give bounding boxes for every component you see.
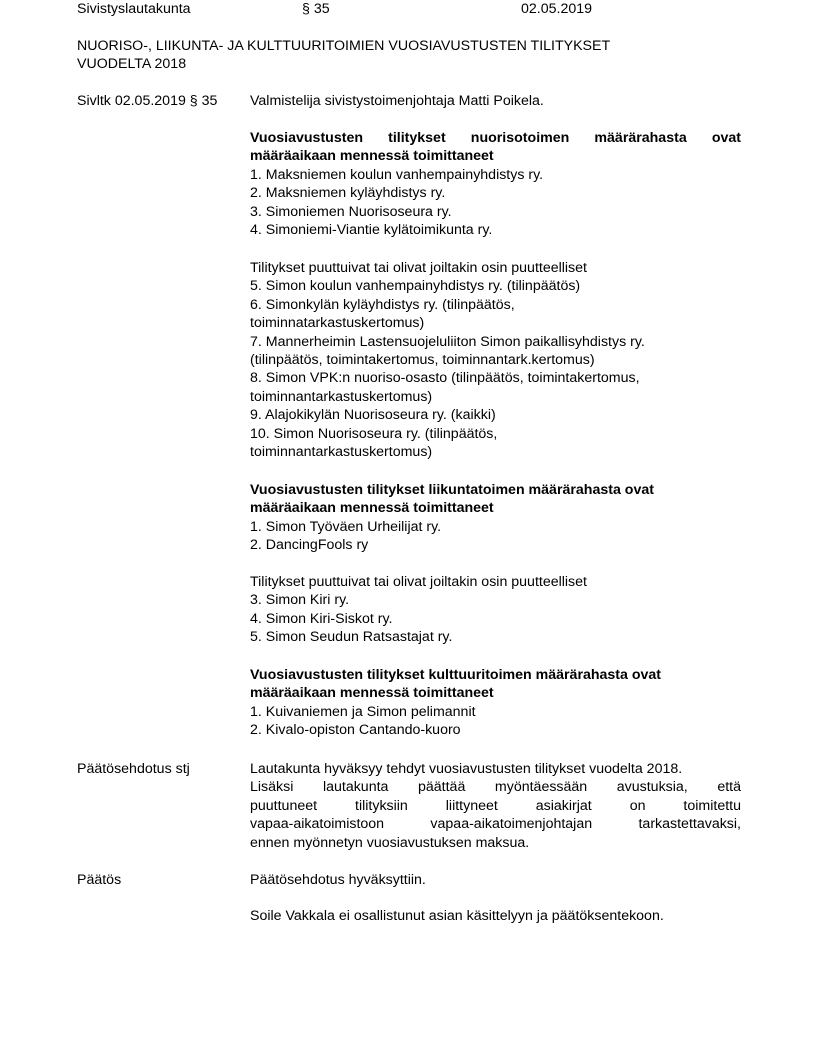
proposal-line: Lautakunta hyväksyy tehdyt vuosiavustusten tilitykset vuodelta 2018. [250, 761, 683, 777]
youth-missing-section [250, 259, 741, 461]
sports-heading-line-1: Vuosiavustusten tilitykset liikuntatoimen määrärahasta ovat [250, 482, 654, 498]
list-item: 2. Kivalo-opiston Cantando-kuoro [250, 722, 461, 739]
youth-section [250, 129, 741, 239]
list-item: 5. Simon Seudun Ratsastajat ry. [250, 629, 453, 646]
list-item: 9. Alajokikylän Nuorisoseura ry. (kaikki) [250, 407, 496, 424]
title-line-1: NUORISO-, LIIKUNTA- JA KULTTUURITOIMIEN VUOSIAVUSTUSTEN TILITYKSET [77, 38, 611, 54]
youth-heading-line-2: määräaikaan mennessä toimittaneet [250, 148, 494, 165]
list-item: 2. Maksniemen kyläyhdistys ry. [250, 185, 446, 202]
culture-section [250, 666, 741, 740]
list-item: 1. Maksniemen koulun vanhempainyhdistys ry. [250, 166, 544, 183]
list-item: 6. Simonkylän kyläyhdistys ry. (tilinpäätös, [250, 296, 515, 313]
list-item: 3. Simoniemen Nuorisoseura ry. [250, 203, 452, 220]
culture-heading-line-2: määräaikaan mennessä toimittaneet [250, 685, 494, 702]
title-line-2: VUODELTA 2018 [77, 56, 187, 73]
list-item: 4. Simon Kiri-Siskot ry. [250, 610, 393, 627]
decision-text: Päätösehdotus hyväksyttiin. [250, 872, 426, 888]
proposal-line: vapaa-aikatoimistoon vapaa-aikatoimenjohtajan tarkastettavaksi, [250, 816, 741, 833]
list-item: 4. Simoniemi-Viantie kylätoimikunta ry. [250, 222, 493, 239]
list-item: 1. Kuivaniemen ja Simon pelimannit [250, 703, 476, 720]
list-item: toiminnantarkastuskertomus) [250, 388, 433, 405]
sports-heading-line-2: määräaikaan mennessä toimittaneet [250, 500, 494, 517]
document-title [77, 37, 757, 74]
decision-note: Soile Vakkala ei osallistunut asian käsittelyyn ja päätöksentekoon. [250, 908, 664, 924]
preparation-text: Valmistelija sivistystoimenjohtaja Matti Poikela. [250, 93, 544, 109]
meeting-date: 02.05.2019 [521, 1, 593, 17]
proposal-line: puuttuneet tilityksiin liittyneet asiakirjat on toimitettu [250, 797, 741, 814]
list-item: 5. Simon koulun vanhempainyhdistys ry. (tilinpäätös) [250, 278, 581, 295]
sports-missing-section [250, 573, 741, 647]
sports-section [250, 481, 741, 555]
proposal-line: Lisäksi lautakunta päättää myöntäessään avustuksia, että [250, 779, 741, 796]
youth-heading-line-1: Vuosiavustusten tilitykset nuorisotoimen määrärahasta ovat [250, 130, 741, 146]
culture-heading-line-1: Vuosiavustusten tilitykset kulttuuritoimen määrärahasta ovat [250, 667, 662, 683]
youth-missing-heading: Tilitykset puuttuivat tai olivat joiltakin osin puutteelliset [250, 260, 587, 276]
list-item: (tilinpäätös, toimintakertomus, toiminnantark.kertomus) [250, 352, 595, 369]
list-item: 2. DancingFools ry [250, 537, 369, 554]
preparation-label: Sivltk 02.05.2019 § 35 [77, 93, 218, 109]
proposal-label: Päätösehdotus stj [77, 761, 190, 777]
committee-name: Sivistyslautakunta [77, 1, 191, 17]
list-item: 1. Simon Työväen Urheilijat ry. [250, 518, 442, 535]
sports-missing-heading: Tilitykset puuttuivat tai olivat joiltakin osin puutteelliset [250, 574, 587, 590]
list-item: toiminnantarkastuskertomus) [250, 444, 433, 461]
list-item: 8. Simon VPK:n nuoriso-osasto (tilinpäätös, toimintakertomus, [250, 370, 640, 387]
proposal-line: ennen myönnetyn vuosiavustuksen maksua. [250, 834, 530, 851]
proposal-text [250, 760, 741, 852]
list-item: 10. Simon Nuorisoseura ry. (tilinpäätös, [250, 425, 498, 442]
list-item: 7. Mannerheimin Lastensuojeluliiton Simon paikallisyhdistys ry. [250, 333, 645, 350]
section-number: § 35 [302, 1, 330, 17]
decision-label: Päätös [77, 872, 122, 888]
list-item: 3. Simon Kiri ry. [250, 592, 350, 609]
list-item: toiminnatarkastuskertomus) [250, 315, 425, 332]
